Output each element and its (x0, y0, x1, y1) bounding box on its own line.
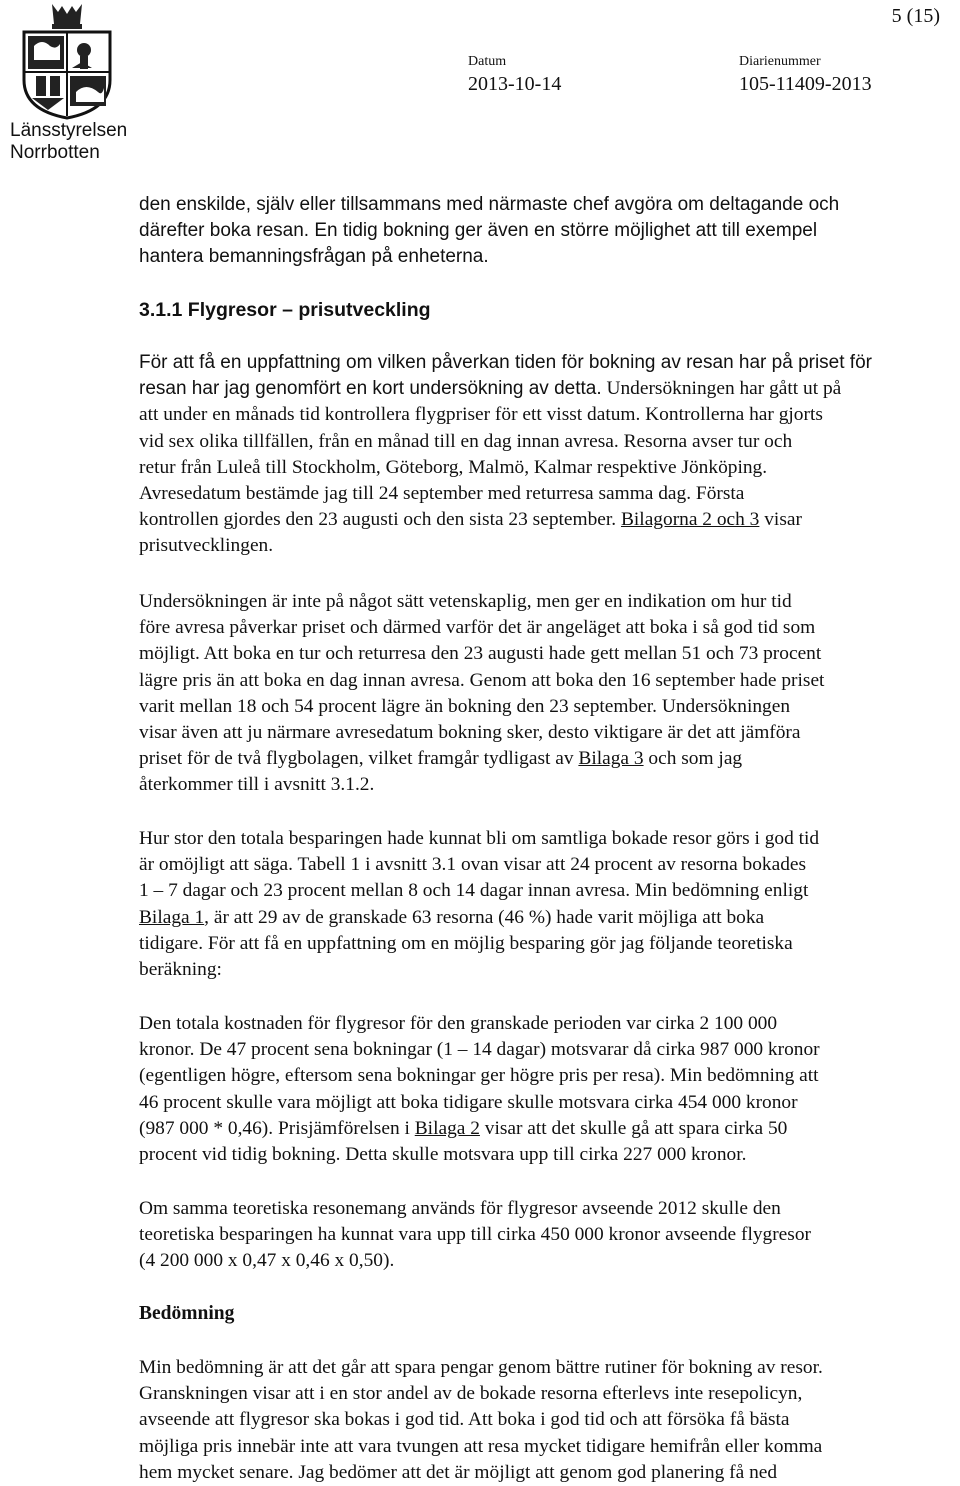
text-line: avseende att flygresor ska bokas i god tid. Att boka i god tid och att försöka få bästa (139, 1409, 790, 1431)
text-line: 1 – 7 dagar och 23 procent mellan 8 och 14 dagar innan avresa. Min bedömning enligt (139, 880, 809, 902)
text-line: Om samma teoretiska resonemang används för flygresor avseende 2012 skulle den (139, 1198, 781, 1219)
text-line: Bilaga 1, är att 29 av de granskade 63 resorna (46 %) hade varit möjliga att boka (139, 906, 765, 928)
paragraph-assessment (139, 1355, 939, 1486)
diary-number-value: 105-11409-2013 (739, 73, 872, 95)
text-line: hem mycket senare. Jag bedömer att det är möjligt att genom god planering få ned (139, 1461, 778, 1483)
text-line: kontrollen gjordes den 23 augusti och den sista 23 september. Bilagorna 2 och 3 visar (139, 509, 802, 531)
text-line: återkommer till i avsnitt 3.1.2. (139, 774, 375, 796)
intro-paragraph (139, 192, 939, 271)
text-line: visar även att ju närmare avresedatum bokning sker, desto viktigare är det att jämföra (139, 722, 801, 744)
link-bilaga-2[interactable]: Bilaga 2 (414, 1117, 480, 1139)
text-line: kronor. De 47 procent sena bokningar (1 – 14 dagar) motsvarar då cirka 987 000 kronor (139, 1039, 820, 1061)
paragraph-2012-estimate (139, 1196, 939, 1275)
date-label: Datum (468, 54, 507, 69)
link-bilaga-1[interactable]: Bilaga 1 (139, 906, 205, 928)
section-heading: 3.1.1 Flygresor – prisutveckling (139, 299, 431, 321)
text-line: Den totala kostnaden för flygresor för den granskade perioden var cirka 2 100 000 (139, 1013, 778, 1034)
text-line: För att få en uppfattning om vilken påverkan tiden för bokning av resan har på priset för (139, 352, 872, 373)
link-bilaga-3[interactable]: Bilaga 3 (578, 748, 644, 770)
text-line: prisutvecklingen. (139, 535, 274, 557)
organization-region: Norrbotten (10, 142, 100, 163)
date-value: 2013-10-14 (468, 73, 562, 95)
text-line: möjliga pris innebär inte att vara tvungen att resa mycket tidigare hemifrån eller komma (139, 1435, 823, 1457)
text-line: procent vid tidig bokning. Detta skulle motsvara upp till cirka 227 000 kronor. (139, 1144, 747, 1166)
text-line: möjligt. Att boka en tur och returresa den 23 augusti hade gett mellan 51 och 73 procent (139, 643, 822, 665)
text-line: varit mellan 18 och 54 procent lägre än bokning den 23 september. Undersökningen (139, 695, 791, 717)
text-line: Undersökningen är inte på något sätt vetenskaplig, men ger en indikation om hur tid (139, 591, 792, 612)
text-line: tidigare. För att få en uppfattning om en möjlig besparing gör jag följande teoretiska (139, 932, 793, 954)
paragraph-total-savings (139, 826, 939, 983)
text-line: Avresedatum bestämde jag till 24 september med returresa samma dag. Första (139, 483, 745, 505)
text-line: 46 procent skulle vara möjligt att boka tidigare skulle motsvara cirka 454 000 kronor (139, 1091, 798, 1113)
page-number: 5 (15) (891, 5, 940, 27)
text-line: därefter boka resan. En tidig bokning ger även en större möjlighet att till exempel (139, 220, 818, 242)
paragraph-price-survey (139, 350, 939, 560)
diary-number-label: Diarienummer (739, 54, 821, 69)
text-line: retur från Luleå till Stockholm, Göteborg, Malmö, Kalmar respektive Jönköping. (139, 456, 768, 478)
text-line: den enskilde, själv eller tillsammans med närmaste chef avgöra om deltagande och (139, 194, 840, 215)
organization-name: Länsstyrelsen (10, 120, 128, 141)
paragraph-survey-findings (139, 589, 939, 799)
text-line: hantera bemanningsfrågan på enheterna. (139, 246, 489, 268)
text-line: (987 000 * 0,46). Prisjämförelsen i Bilaga 2 visar att det skulle gå att spara cirka 50 (139, 1117, 788, 1139)
link-bilagorna-2-och-3[interactable]: Bilagorna 2 och 3 (620, 509, 760, 531)
text-line: lägre pris än att boka en dag innan avresa. Genom att boka den 16 september hade priset (139, 669, 825, 691)
text-line: att under en månads tid kontrollera flygpriser för ett visst datum. Kontrollerna har gjorts (139, 404, 823, 426)
text-line: är omöjligt att säga. Tabell 1 i avsnitt 3.1 ovan visar att 24 procent av resorna bokades (139, 854, 807, 876)
text-line: före avresa påverkar priset och därmed varför det är angeläget att boka i så god tid som (139, 617, 816, 639)
text-line: (egentligen högre, eftersom sena bokningar ger högre pris per resa). Min bedömning att (139, 1065, 819, 1087)
text-line: resan har jag genomfört en kort undersökning av detta. Undersökningen har gått ut på (139, 378, 842, 400)
coat-of-arms-icon (10, 2, 125, 120)
text-line: priset för de två flygbolagen, vilket framgår tydligast av Bilaga 3 och som jag (139, 748, 743, 770)
text-line: teoretiska besparingen ha kunnat vara upp till cirka 450 000 kronor avseende flygresor (139, 1224, 811, 1246)
text-line: Min bedömning är att det går att spara pengar genom bättre rutiner för bokning av resor. (139, 1357, 823, 1378)
text-line: Hur stor den totala besparingen hade kunnat bli om samtliga bokade resor görs i god tid (139, 828, 820, 849)
text-line: vid sex olika tillfällen, från en månad till en dag innan avresa. Resorna avser tur och (139, 430, 793, 452)
text-line: (4 200 000 x 0,47 x 0,46 x 0,50). (139, 1250, 395, 1272)
text-line: Granskningen visar att i en stor andel av de bokade resorna efterlevs inte resepolicyn, (139, 1383, 803, 1405)
assessment-heading: Bedömning (139, 1303, 235, 1324)
text-line: beräkning: (139, 959, 222, 981)
paragraph-cost-calculation (139, 1011, 939, 1168)
